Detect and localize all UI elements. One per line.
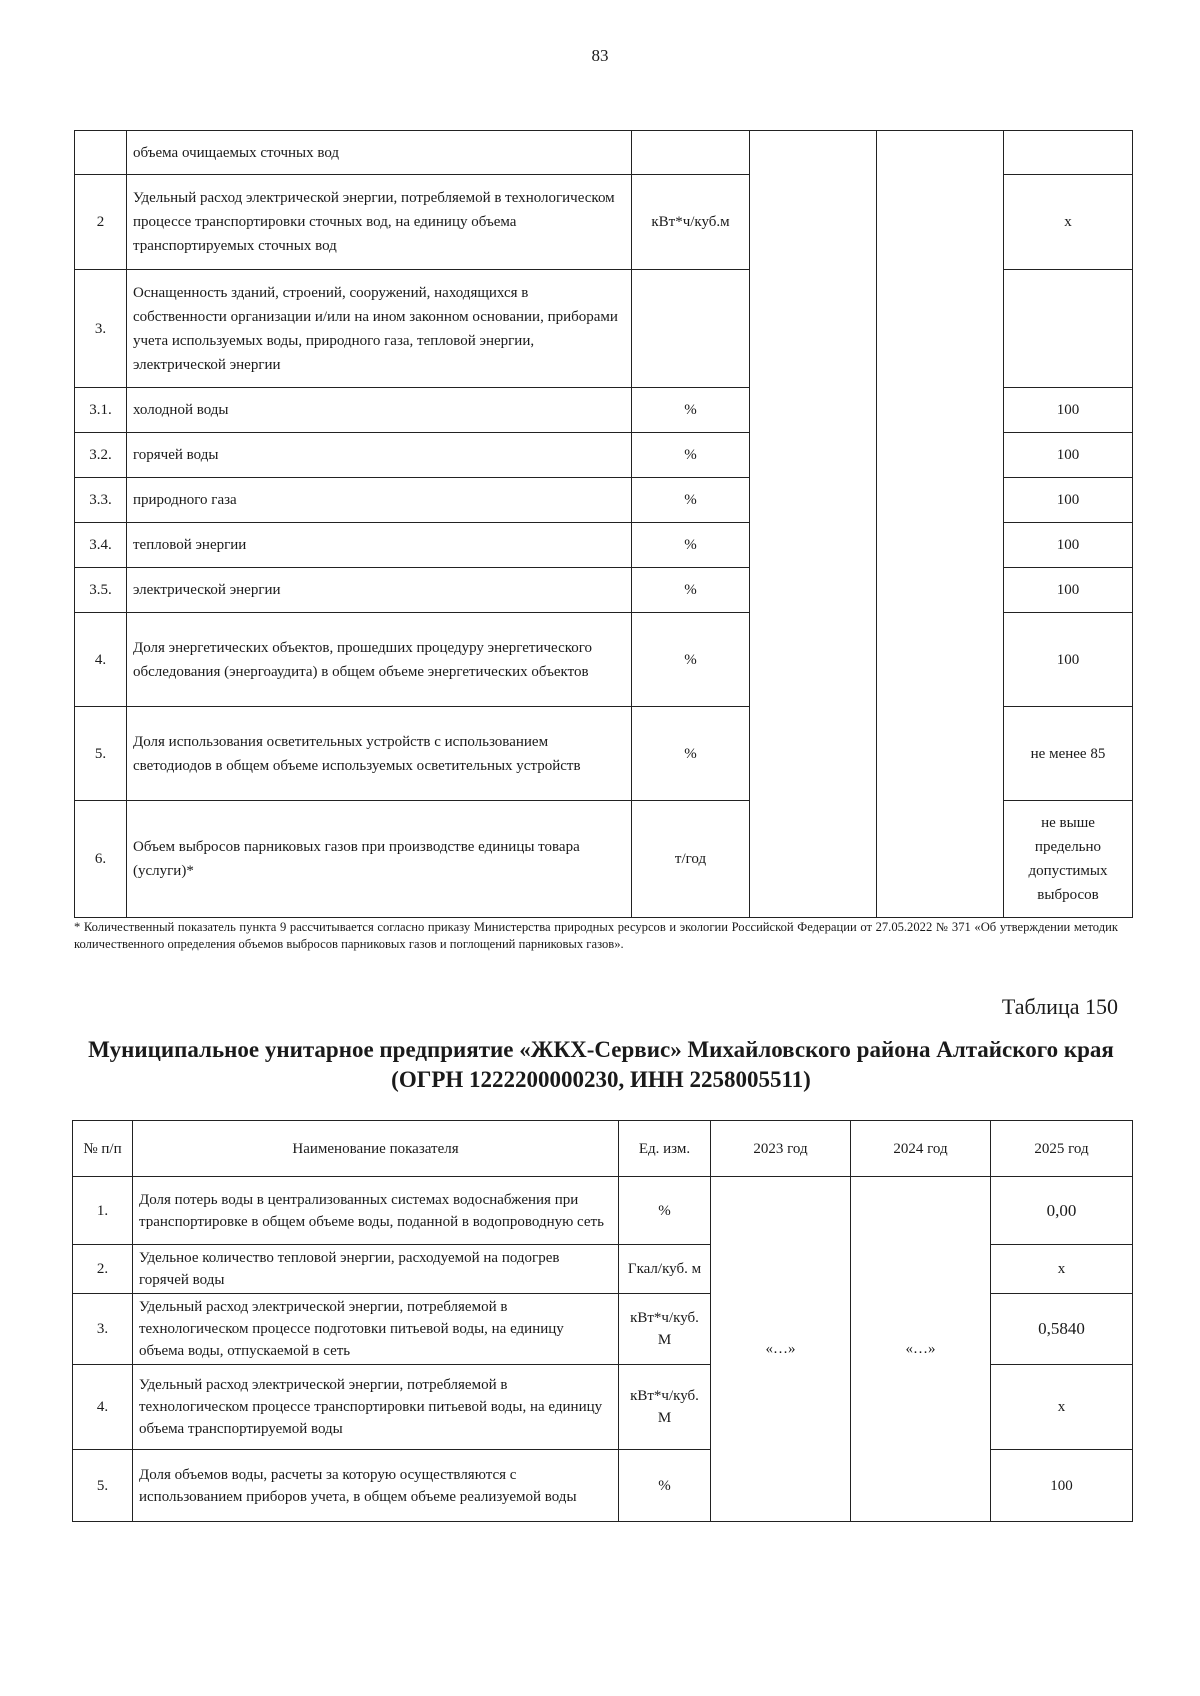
indicator-name: Удельное количество тепловой энергии, расходуемой на подогрев горячей воды <box>133 1245 619 1294</box>
value-2025: х <box>991 1365 1133 1450</box>
unit: кВт*ч/куб.м <box>632 175 750 270</box>
unit: % <box>619 1450 711 1522</box>
indicator-name: Удельный расход электрической энергии, потребляемой в технологическом процессе подготовки питьевой воды, на единицу объема воды, отпускаемой в сеть <box>133 1294 619 1365</box>
indicator-name: объема очищаемых сточных вод <box>127 131 632 175</box>
row-number: 1. <box>73 1177 133 1245</box>
indicator-name: Доля энергетических объектов, прошедших процедуру энергетического обследования (энергоаудита) в общем объеме энергетических объектов <box>127 613 632 707</box>
row-number: 3.2. <box>75 433 127 478</box>
unit <box>632 131 750 175</box>
row-number: 3.1. <box>75 388 127 433</box>
row-number: 5. <box>75 707 127 801</box>
row-number: 3. <box>75 270 127 388</box>
footnote: * Количественный показатель пункта 9 рассчитывается согласно приказу Министерства природных ресурсов и экологии Российской Федерации от 27.05.2022 № 371 «Об утверждении методик количественного определения объемов выбросов парниковых газов и поглощений парниковых газов». <box>74 920 1118 951</box>
organization-title: Муниципальное унитарное предприятие «ЖКХ-Сервис» Михайловского района Алтайского края (ОГРН 1222200000230, ИНН 2258005511) <box>88 1037 1114 1092</box>
indicator-name: Оснащенность зданий, строений, сооружений, находящихся в собственности организации и/или на ином законном основании, приборами учета используемых воды, природного газа, тепловой энергии, электрической энергии <box>127 270 632 388</box>
header-2025: 2025 год <box>991 1121 1133 1177</box>
unit <box>632 270 750 388</box>
header-unit: Ед. изм. <box>619 1121 711 1177</box>
value-2025: х <box>1004 175 1133 270</box>
table-header-row <box>73 1121 1133 1177</box>
value-2025: не менее 85 <box>1004 707 1133 801</box>
unit: % <box>632 523 750 568</box>
indicator-name: Доля потерь воды в централизованных системах водоснабжения при транспортировке в общем объеме воды, поданной в водопроводную сеть <box>133 1177 619 1245</box>
row-number: 4. <box>75 613 127 707</box>
unit: % <box>632 478 750 523</box>
unit: кВт*ч/куб. М <box>619 1365 711 1450</box>
header-2024: 2024 год <box>851 1121 991 1177</box>
indicator-name: Доля объемов воды, расчеты за которую осуществляются с использованием приборов учета, в общем объеме реализуемой воды <box>133 1450 619 1522</box>
table-row <box>75 131 1133 175</box>
header-name: Наименование показателя <box>133 1121 619 1177</box>
indicator-name: Объем выбросов парниковых газов при производстве единицы товара (услуги)* <box>127 801 632 918</box>
value-2025: 100 <box>1004 433 1133 478</box>
value-2024-merged: «…» <box>851 1177 991 1522</box>
row-number: 3. <box>73 1294 133 1365</box>
indicator-name: Доля использования осветительных устройств с использованием светодиодов в общем объеме используемых осветительных устройств <box>127 707 632 801</box>
indicator-name: природного газа <box>127 478 632 523</box>
unit: % <box>632 433 750 478</box>
header-2023: 2023 год <box>711 1121 851 1177</box>
row-number: 2. <box>73 1245 133 1294</box>
value-2025: 100 <box>991 1450 1133 1522</box>
indicator-name: Удельный расход электрической энергии, потребляемой в технологическом процессе транспортировки сточных вод, на единицу объема транспортируемых сточных вод <box>127 175 632 270</box>
value-2025 <box>1004 131 1133 175</box>
row-number <box>75 131 127 175</box>
indicator-name: горячей воды <box>127 433 632 478</box>
row-number: 3.4. <box>75 523 127 568</box>
unit: % <box>632 707 750 801</box>
value-2024-merged <box>877 131 1004 918</box>
unit: кВт*ч/куб. М <box>619 1294 711 1365</box>
indicator-name: холодной воды <box>127 388 632 433</box>
table-row <box>73 1177 1133 1245</box>
page-number: 83 <box>591 46 609 65</box>
unit: т/год <box>632 801 750 918</box>
value-2025: 100 <box>1004 478 1133 523</box>
row-number: 4. <box>73 1365 133 1450</box>
unit: Гкал/куб. м <box>619 1245 711 1294</box>
value-2025: 0,5840 <box>991 1294 1133 1365</box>
unit: % <box>632 568 750 613</box>
value-2023-merged: «…» <box>711 1177 851 1522</box>
unit: % <box>632 388 750 433</box>
indicator-name: тепловой энергии <box>127 523 632 568</box>
value-2025: х <box>991 1245 1133 1294</box>
unit: % <box>619 1177 711 1245</box>
row-number: 6. <box>75 801 127 918</box>
value-2025: не выше предельно допустимых выбросов <box>1004 801 1133 918</box>
table-continued <box>74 130 1133 918</box>
unit: % <box>632 613 750 707</box>
indicator-name: электрической энергии <box>127 568 632 613</box>
header-number: № п/п <box>73 1121 133 1177</box>
row-number: 3.5. <box>75 568 127 613</box>
indicator-name: Удельный расход электрической энергии, потребляемой в технологическом процессе транспортировки питьевой воды, на единицу объема транспортируемой воды <box>133 1365 619 1450</box>
value-2025 <box>1004 270 1133 388</box>
value-2025: 100 <box>1004 388 1133 433</box>
row-number: 5. <box>73 1450 133 1522</box>
value-2023-merged <box>750 131 877 918</box>
row-number: 3.3. <box>75 478 127 523</box>
value-2025: 100 <box>1004 523 1133 568</box>
table-caption: Таблица 150 <box>1001 994 1118 1019</box>
value-2025: 100 <box>1004 568 1133 613</box>
value-2025: 100 <box>1004 613 1133 707</box>
value-2025: 0,00 <box>991 1177 1133 1245</box>
row-number: 2 <box>75 175 127 270</box>
table-150 <box>72 1120 1133 1522</box>
